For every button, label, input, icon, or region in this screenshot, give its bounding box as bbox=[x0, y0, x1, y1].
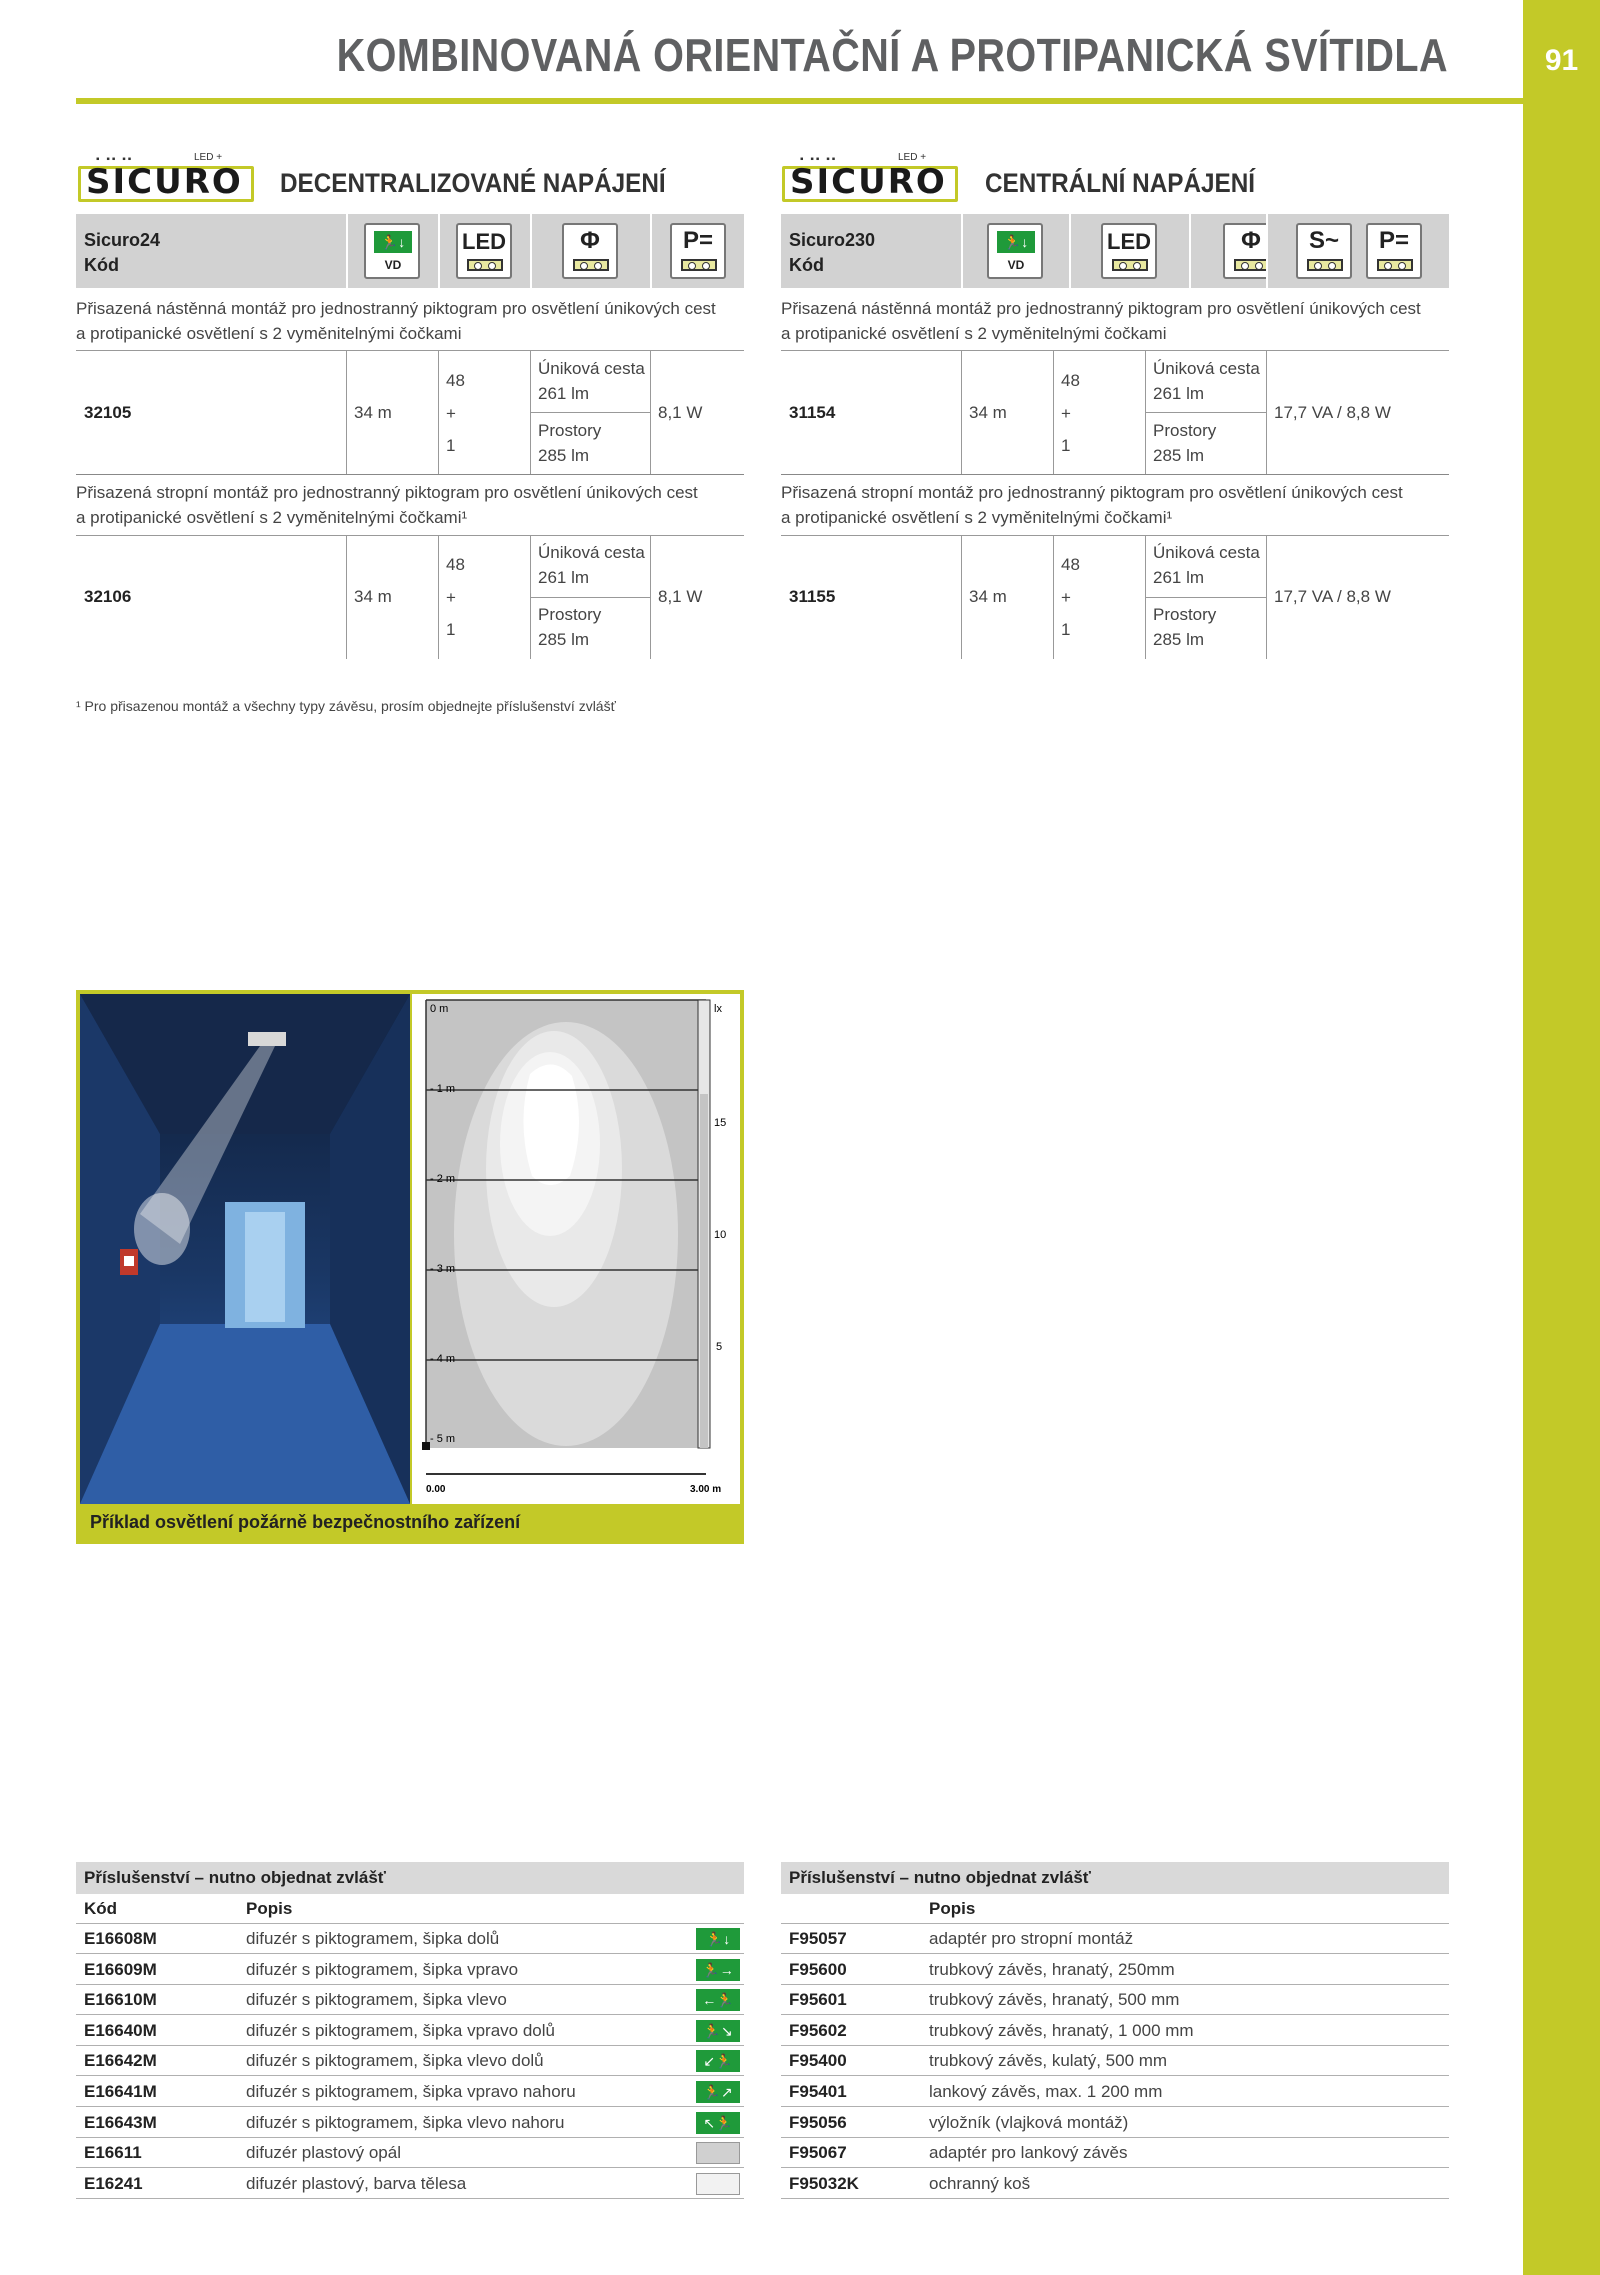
icon-cell-vd bbox=[346, 214, 438, 288]
range-value: 34 m bbox=[354, 403, 392, 422]
accessory-code: E16241 bbox=[84, 2173, 143, 2193]
side-accent-bar bbox=[1523, 0, 1600, 2275]
duration-b: 1 bbox=[446, 620, 456, 639]
accessory-desc: trubkový závěs, hranatý, 1 000 mm bbox=[929, 2020, 1194, 2040]
accessory-code: F95057 bbox=[789, 1929, 847, 1948]
scale-unit: lx bbox=[714, 1003, 722, 1015]
isolux-diagram bbox=[412, 994, 740, 1504]
accessory-code: E16609M bbox=[84, 1959, 157, 1979]
accessory-row bbox=[781, 2169, 1449, 2199]
accessory-row bbox=[781, 2138, 1449, 2168]
accessory-code: F95602 bbox=[789, 2020, 847, 2040]
accessory-desc: difuzér s piktogramem, šipka dolů bbox=[246, 1929, 500, 1948]
title-rule bbox=[76, 98, 1523, 104]
accessory-row bbox=[76, 2108, 744, 2138]
accessory-code: F95600 bbox=[789, 1959, 847, 1979]
page-number: 91 bbox=[1544, 44, 1579, 77]
duration-b: 1 bbox=[1061, 620, 1071, 639]
product-desc-line1: Přisazená stropní montáž pro jednostranný piktogram pro osvětlení únikových cest bbox=[76, 483, 698, 502]
accessory-code: E16641M bbox=[84, 2082, 157, 2101]
accessory-code: F95056 bbox=[789, 2112, 847, 2132]
y-label: - 3 m bbox=[430, 1263, 456, 1275]
power-value: 17,7 VA / 8,8 W bbox=[1274, 403, 1391, 422]
model-label: Sicuro24 bbox=[84, 230, 161, 250]
accessory-row bbox=[781, 1955, 1449, 1985]
lumen-area-value: 285 lm bbox=[538, 446, 590, 465]
icon-cell-s-p bbox=[1266, 214, 1449, 288]
col-desc: Popis bbox=[246, 1899, 293, 1918]
y-label: - 1 m bbox=[430, 1083, 456, 1095]
corridor-render-image bbox=[80, 994, 410, 1504]
accessories-header-row bbox=[781, 1894, 1449, 1924]
product-desc-line2: a protipanické osvětlení s 2 vyměnitelnými čočkami bbox=[76, 324, 462, 343]
accessory-row bbox=[781, 2108, 1449, 2138]
accessory-code: F95067 bbox=[789, 2143, 847, 2163]
power-dc-icon: P= bbox=[1366, 223, 1422, 279]
exit-pictogram-icon: 🏃→ bbox=[696, 1959, 740, 1981]
product-code: 32105 bbox=[84, 403, 132, 422]
accessory-desc: adaptér pro lankový závěs bbox=[929, 2143, 1128, 2163]
exit-pictogram-icon: ↖🏃 bbox=[696, 2112, 740, 2134]
duration-b: 1 bbox=[1061, 436, 1071, 455]
lumen-escape-label: Úniková cesta bbox=[1153, 359, 1260, 378]
accessory-desc: lankový závěs, max. 1 200 mm bbox=[929, 2082, 1163, 2101]
section-title-decentral: DECENTRALIZOVANÉ NAPÁJENÍ bbox=[280, 168, 666, 198]
accessory-row bbox=[781, 2046, 1449, 2076]
duration-a: 48 bbox=[1061, 555, 1080, 574]
product-code: 31154 bbox=[789, 403, 836, 422]
led-icon: LED bbox=[1101, 223, 1157, 279]
code-label: Kód bbox=[84, 255, 119, 275]
accessory-row bbox=[781, 1985, 1449, 2015]
accessory-code: F95400 bbox=[789, 2051, 847, 2071]
section-title-central: CENTRÁLNÍ NAPÁJENÍ bbox=[985, 168, 1256, 198]
model-label: Sicuro230 bbox=[789, 230, 876, 250]
product-code: 32106 bbox=[84, 587, 132, 606]
col-desc: Popis bbox=[929, 1899, 976, 1918]
accessory-row bbox=[76, 1955, 744, 1985]
lumen-area-label: Prostory bbox=[1153, 421, 1217, 440]
accessory-desc: difuzér plastový, barva tělesa bbox=[246, 2173, 467, 2193]
accessory-desc: difuzér s piktogramem, šipka vlevo bbox=[246, 1990, 507, 2010]
product-desc-line1: Přisazená stropní montáž pro jednostranný piktogram pro osvětlení únikových cest bbox=[781, 483, 1403, 502]
accessory-row bbox=[781, 2077, 1449, 2107]
power-value: 17,7 VA / 8,8 W bbox=[1274, 587, 1391, 606]
col-code: Kód bbox=[84, 1899, 118, 1918]
product-code: 31155 bbox=[789, 587, 836, 606]
accessory-code: E16642M bbox=[84, 2051, 157, 2071]
icon-cell-p bbox=[650, 214, 744, 288]
product-desc-line2: a protipanické osvětlení s 2 vyměnitelnými čočkami bbox=[781, 324, 1167, 343]
sicuro-logo-left: ▪ ▪▪ ▪▪ LED + SICURO bbox=[76, 160, 272, 204]
duration-a: 48 bbox=[446, 555, 465, 574]
power-ac-icon: S~ bbox=[1296, 223, 1352, 279]
lumen-area-value: 285 lm bbox=[538, 630, 590, 649]
exit-pictogram-icon: 🏃↗ bbox=[696, 2081, 740, 2103]
icon-cell-led bbox=[438, 214, 530, 288]
lumen-escape-label: Úniková cesta bbox=[538, 359, 645, 378]
lumen-escape-label: Úniková cesta bbox=[538, 543, 645, 562]
accessory-row bbox=[781, 1924, 1449, 1954]
exit-pictogram-icon: ←🏃 bbox=[696, 1989, 740, 2011]
accessories-header-row bbox=[76, 1894, 744, 1924]
phi-icon: Φ bbox=[1223, 223, 1279, 279]
range-value: 34 m bbox=[969, 587, 1007, 606]
exit-pictogram-icon: 🏃↘ bbox=[696, 2020, 740, 2042]
accessory-desc: difuzér s piktogramem, šipka vpravo nahoru bbox=[246, 2082, 576, 2101]
product-desc-line2: a protipanické osvětlení s 2 vyměnitelnými čočkami¹ bbox=[781, 508, 1173, 527]
diffuser-swatch-icon bbox=[696, 2173, 740, 2195]
led-icon: LED bbox=[456, 223, 512, 279]
lumen-area-value: 285 lm bbox=[1153, 630, 1205, 649]
accessory-row bbox=[76, 2169, 744, 2199]
lumen-escape-value: 261 lm bbox=[1153, 384, 1205, 403]
icon-cell-phi bbox=[530, 214, 650, 288]
accessory-row bbox=[76, 2077, 744, 2107]
sicuro-logo-right: ▪ ▪▪ ▪▪ LED + SICURO bbox=[780, 160, 976, 204]
accessory-desc: ochranný koš bbox=[929, 2173, 1031, 2193]
scale-label: 5 bbox=[716, 1341, 723, 1353]
accessory-code: E16643M bbox=[84, 2112, 157, 2132]
power-value: 8,1 W bbox=[658, 587, 703, 606]
x-start-label: 0.00 bbox=[426, 1484, 446, 1495]
scale-label: 10 bbox=[714, 1229, 727, 1241]
exit-pictogram-icon: 🏃↓ bbox=[696, 1928, 740, 1950]
range-value: 34 m bbox=[354, 587, 392, 606]
accessory-row bbox=[76, 1924, 744, 1954]
accessory-desc: difuzér s piktogramem, šipka vpravo bbox=[246, 1959, 519, 1979]
footnote: ¹ Pro přisazenou montáž a všechny typy závěsu, prosím objednejte příslušenství zvlášť bbox=[76, 698, 616, 714]
y-label: 0 m bbox=[430, 1003, 449, 1015]
accessory-desc: trubkový závěs, kulatý, 500 mm bbox=[929, 2051, 1168, 2071]
duration-plus: + bbox=[1061, 404, 1071, 423]
accessory-desc: trubkový závěs, hranatý, 250mm bbox=[929, 1959, 1175, 1979]
accessory-desc: difuzér s piktogramem, šipka vlevo dolů bbox=[246, 2051, 544, 2071]
lumen-area-label: Prostory bbox=[538, 421, 602, 440]
lumen-escape-value: 261 lm bbox=[538, 568, 590, 587]
accessory-row bbox=[76, 2016, 744, 2046]
accessory-code: E16611 bbox=[84, 2143, 142, 2163]
lumen-escape-value: 261 lm bbox=[538, 384, 590, 403]
accessory-desc: výložník (vlajková montáž) bbox=[929, 2112, 1129, 2132]
product-desc-line2: a protipanické osvětlení s 2 vyměnitelnými čočkami¹ bbox=[76, 508, 468, 527]
icon-cell-vd bbox=[961, 214, 1069, 288]
accessory-code: E16610M bbox=[84, 1990, 157, 2010]
lumen-escape-label: Úniková cesta bbox=[1153, 543, 1260, 562]
product-desc-line1: Přisazená nástěnná montáž pro jednostranný piktogram pro osvětlení únikových cest bbox=[781, 299, 1421, 318]
accessory-code: E16640M bbox=[84, 2020, 157, 2040]
duration-a: 48 bbox=[446, 371, 465, 390]
product-desc-line1: Přisazená nástěnná montáž pro jednostranný piktogram pro osvětlení únikových cest bbox=[76, 299, 716, 318]
scale-label: 15 bbox=[714, 1117, 727, 1129]
duration-plus: + bbox=[446, 588, 456, 607]
accessory-code: F95032K bbox=[789, 2173, 859, 2193]
accessory-desc: difuzér s piktogramem, šipka vpravo dolů bbox=[246, 2020, 555, 2040]
accessory-row bbox=[76, 2046, 744, 2076]
power-dc-icon: P= bbox=[670, 223, 726, 279]
icon-cell-led bbox=[1069, 214, 1189, 288]
duration-b: 1 bbox=[446, 436, 456, 455]
power-value: 8,1 W bbox=[658, 403, 703, 422]
y-label: - 4 m bbox=[430, 1353, 456, 1365]
exit-sign-vd-icon: 🏃↓ VD bbox=[364, 223, 420, 279]
accessory-code: F95401 bbox=[789, 2082, 847, 2101]
accessory-row bbox=[781, 2016, 1449, 2046]
accessory-desc: difuzér plastový opál bbox=[246, 2143, 401, 2163]
duration-a: 48 bbox=[1061, 371, 1080, 390]
exit-pictogram-icon: ↙🏃 bbox=[696, 2050, 740, 2072]
accessories-title-left: Příslušenství – nutno objednat zvlášť bbox=[76, 1862, 744, 1894]
diffuser-swatch-icon bbox=[696, 2142, 740, 2164]
accessory-desc: adaptér pro stropní montáž bbox=[929, 1929, 1134, 1948]
exit-sign-vd-icon: 🏃↓ VD bbox=[987, 223, 1043, 279]
y-label: - 5 m bbox=[430, 1433, 456, 1445]
accessory-row bbox=[76, 2138, 744, 2168]
figure-caption: Příklad osvětlení požárně bezpečnostního zařízení bbox=[90, 1512, 521, 1532]
accessory-code: E16608M bbox=[84, 1929, 157, 1948]
accessory-desc: difuzér s piktogramem, šipka vlevo nahoru bbox=[246, 2112, 565, 2132]
phi-icon: Φ bbox=[562, 223, 618, 279]
lumen-area-value: 285 lm bbox=[1153, 446, 1205, 465]
range-value: 34 m bbox=[969, 403, 1007, 422]
accessory-row bbox=[76, 1985, 744, 2015]
accessory-code: F95601 bbox=[789, 1990, 847, 2010]
duration-plus: + bbox=[446, 404, 456, 423]
lumen-area-label: Prostory bbox=[538, 605, 602, 624]
accessory-desc: trubkový závěs, hranatý, 500 mm bbox=[929, 1990, 1180, 2010]
duration-plus: + bbox=[1061, 588, 1071, 607]
y-label: - 2 m bbox=[430, 1173, 456, 1185]
accessories-title-right: Příslušenství – nutno objednat zvlášť bbox=[781, 1862, 1449, 1894]
x-end-label: 3.00 m bbox=[690, 1484, 722, 1495]
code-label: Kód bbox=[789, 255, 824, 275]
page-title: KOMBINOVANÁ ORIENTAČNÍ A PROTIPANICKÁ SVÍTIDLA bbox=[336, 29, 1449, 81]
lumen-escape-value: 261 lm bbox=[1153, 568, 1205, 587]
lumen-area-label: Prostory bbox=[1153, 605, 1217, 624]
